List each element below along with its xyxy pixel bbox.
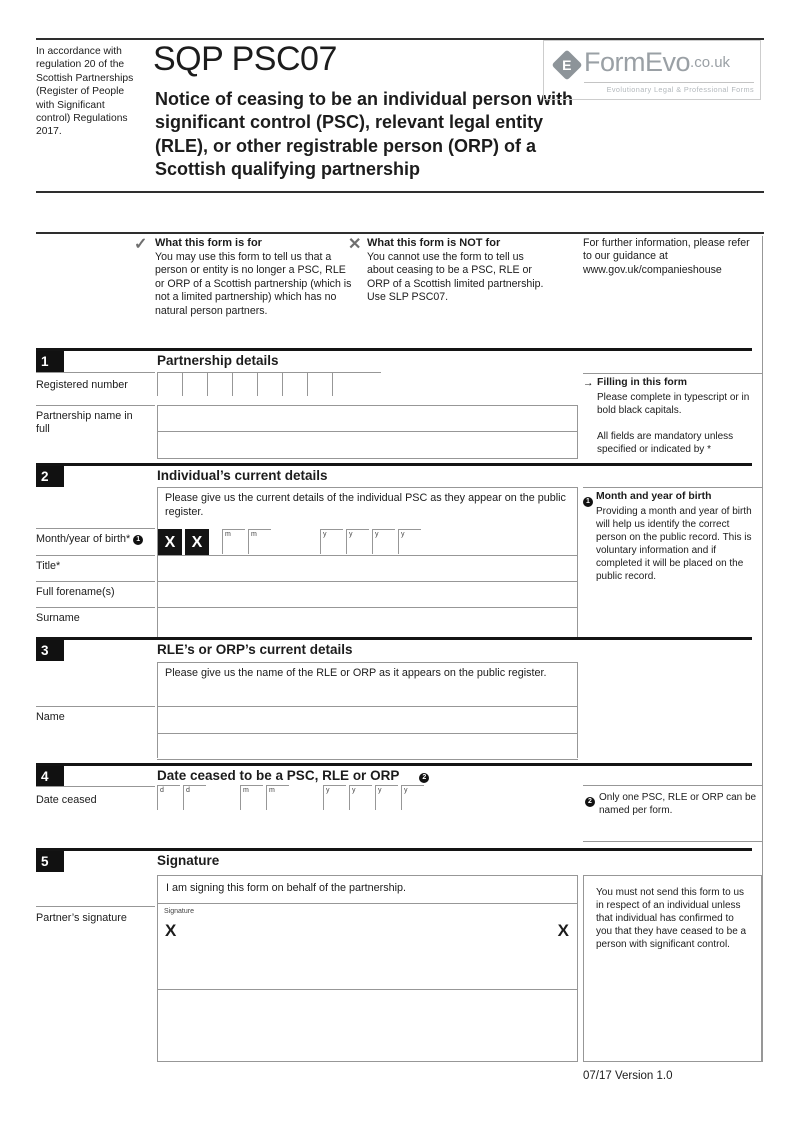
guidance-text: For further information, please refer to our guidance at www.gov.uk/companieshouse [583, 237, 750, 276]
signature-box-label: Signature [164, 908, 194, 915]
dob-month-cell[interactable]: m [222, 529, 245, 554]
surname-label: Surname [36, 612, 80, 624]
name-input-line1[interactable] [157, 706, 578, 734]
field-rule [36, 706, 155, 707]
section1-number: 1 [36, 351, 64, 372]
section4-bar [36, 763, 752, 766]
dob-year-cell[interactable]: y [346, 529, 369, 554]
filling-note-title: Filling in this form [597, 377, 688, 388]
field-rule [36, 906, 155, 907]
date-year-cell[interactable]: y [323, 785, 346, 810]
dob-label-text: Month/year of birth* [36, 533, 131, 545]
section2-bar [36, 463, 752, 466]
partnership-name-input-line2[interactable] [157, 431, 578, 459]
formevo-icon-letter: E [562, 56, 572, 73]
section5-title: Signature [157, 853, 220, 868]
section3-number: 3 [36, 640, 64, 661]
logo-brand: FormEvo [584, 47, 691, 77]
date-year-cell[interactable]: y [349, 785, 372, 810]
dob-note-title: Month and year of birth [596, 491, 712, 502]
registered-number-input[interactable] [157, 372, 381, 396]
form-is-for-title: What this form is for [155, 237, 262, 249]
form-title: Notice of ceasing to be an individual person with significant control (PSC), relevant legal entity (RLE), or other registrable person (ORP) of a Scottish qualifying partnership [155, 89, 574, 180]
dob-year-cell[interactable]: y [372, 529, 395, 554]
note-rule [583, 373, 762, 374]
note-rule [583, 487, 762, 488]
ref-1-dot: 1 [583, 497, 593, 507]
instruction-box-top [157, 662, 578, 663]
dob-month-input[interactable] [222, 529, 271, 554]
signature-x-left: X [165, 921, 177, 940]
field-rule [36, 372, 155, 373]
signature-x-right: X [557, 921, 569, 940]
arrow-icon: → [583, 377, 594, 389]
date-day-cell[interactable]: d [157, 785, 180, 810]
name-input-line2[interactable] [157, 733, 578, 760]
field-rule [36, 405, 155, 406]
form-code: SQP PSC07 [153, 40, 337, 78]
dob-year-input[interactable] [320, 529, 421, 554]
dob-note-body: Providing a month and year of birth will help us identify the correct person on the public record. This is voluntary information and if completed it will be placed on the public record. [596, 506, 752, 582]
note-rule-bottom [583, 841, 762, 842]
formevo-logo-main [552, 47, 730, 78]
field-rule [36, 786, 155, 787]
signature-statement: I am signing this form on behalf of the partnership. [157, 875, 578, 904]
ref-2-icon [585, 791, 595, 809]
formevo-logo [543, 40, 761, 100]
date-year-input[interactable] [323, 785, 424, 810]
instruction-box-top [157, 487, 578, 488]
ref-2-dot: 2 [585, 797, 595, 807]
form-not-for-body: You cannot use the form to tell us about ceasing to be a PSC, RLE or ORP of a Scottish limited partnership. Use SLP PSC07. [367, 251, 544, 304]
date-month-cell[interactable]: m [240, 785, 263, 810]
ref-1-icon: 1 [133, 535, 143, 545]
date-year-cell[interactable]: y [401, 785, 424, 810]
date-ceased-label: Date ceased [36, 794, 97, 806]
dob-day-x-cell: X [158, 529, 182, 556]
rule-under-header [36, 191, 764, 193]
cross-icon: ✕ [348, 236, 362, 253]
registered-number-cell[interactable] [257, 372, 282, 396]
date-day-cell[interactable]: d [183, 785, 206, 810]
section5-number: 5 [36, 851, 64, 872]
registered-number-cell[interactable] [207, 372, 232, 396]
form-not-for-title: What this form is NOT for [367, 237, 501, 249]
dob-year-cell[interactable]: y [398, 529, 421, 554]
field-rule [36, 528, 155, 529]
section4-number: 4 [36, 766, 64, 787]
section2-instruction: Please give us the current details of the individual PSC as they appear on the public register. [165, 492, 566, 518]
dob-month-cell[interactable]: m [248, 529, 271, 554]
date-year-cell[interactable]: y [375, 785, 398, 810]
signature-note-box [583, 875, 762, 1062]
signature-input[interactable] [157, 903, 578, 990]
form-is-for-body: You may use this form to tell us that a person or entity is no longer a PSC, RLE or ORP of a Scottish partnership (which is not a limited partnership) which has no natural person partners. [155, 251, 352, 317]
forenames-input[interactable] [157, 581, 578, 608]
name-label: Name [36, 711, 65, 723]
section3-instruction: Please give us the name of the RLE or ORP as it appears on the public register. [165, 667, 547, 679]
signature-note-body: You must not send this form to us in respect of an individual unless that individual has confirmed to you that they have ceased to be a person with significant control. [596, 887, 747, 950]
section3-bar [36, 637, 752, 640]
regulation-note: In accordance with regulation 20 of the Scottish Partnerships (Register of People with Significant control) Regulations 2017. [36, 46, 134, 138]
registered-number-cell[interactable] [182, 372, 207, 396]
section5-bar [36, 848, 752, 851]
registered-number-cell[interactable] [332, 372, 357, 396]
partner-signature-label: Partner’s signature [36, 912, 127, 924]
registered-number-cell[interactable] [157, 372, 182, 396]
section4-title-text: Date ceased to be a PSC, RLE or ORP [157, 768, 400, 783]
partnership-name-label: Partnership name in full [36, 410, 133, 436]
registered-number-cell[interactable] [232, 372, 257, 396]
partnership-name-input-line1[interactable] [157, 405, 578, 432]
dob-day-x-cell: X [185, 529, 209, 556]
dob-label [36, 533, 156, 546]
filling-note-body1: Please complete in typescript or in bold black capitals. [597, 392, 750, 416]
version-text: 07/17 Version 1.0 [583, 1070, 673, 1082]
section3-title: RLE’s or ORP’s current details [157, 642, 353, 657]
date-day-input[interactable] [157, 785, 206, 810]
note-rule [583, 785, 762, 786]
one-per-form-note-body: Only one PSC, RLE or ORP can be named per form. [599, 792, 757, 816]
filling-note-body2: All fields are mandatory unless specified or indicated by * [597, 431, 734, 455]
field-rule [36, 581, 155, 582]
registered-number-cell[interactable] [282, 372, 307, 396]
section2-title: Individual’s current details [157, 468, 328, 483]
date-month-cell[interactable]: m [266, 785, 289, 810]
title-input[interactable] [157, 555, 578, 582]
ref-1-icon [583, 491, 593, 509]
date-month-input[interactable] [240, 785, 289, 810]
formevo-diamond-icon [551, 49, 582, 80]
section1-bar [36, 348, 752, 351]
registered-number-label: Registered number [36, 379, 128, 391]
ref-2-icon: 2 [419, 773, 429, 783]
section1-title: Partnership details [157, 353, 279, 368]
title-label: Title* [36, 560, 61, 572]
logo-domain: .co.uk [690, 54, 731, 71]
surname-input[interactable] [157, 607, 578, 636]
dob-day-blocked [158, 529, 209, 556]
section2-number: 2 [36, 466, 64, 487]
signature-extra-box[interactable] [157, 989, 578, 1062]
registered-number-extension [357, 372, 381, 396]
forenames-label: Full forename(s) [36, 586, 115, 598]
notes-column-border [762, 236, 763, 1062]
check-icon: ✓ [134, 236, 148, 253]
registered-number-cell[interactable] [307, 372, 332, 396]
logo-tagline: Evolutionary Legal & Professional Forms [584, 82, 754, 94]
dob-year-cell[interactable]: y [320, 529, 343, 554]
field-rule [36, 607, 155, 608]
field-rule [36, 555, 155, 556]
section4-title [157, 768, 429, 783]
